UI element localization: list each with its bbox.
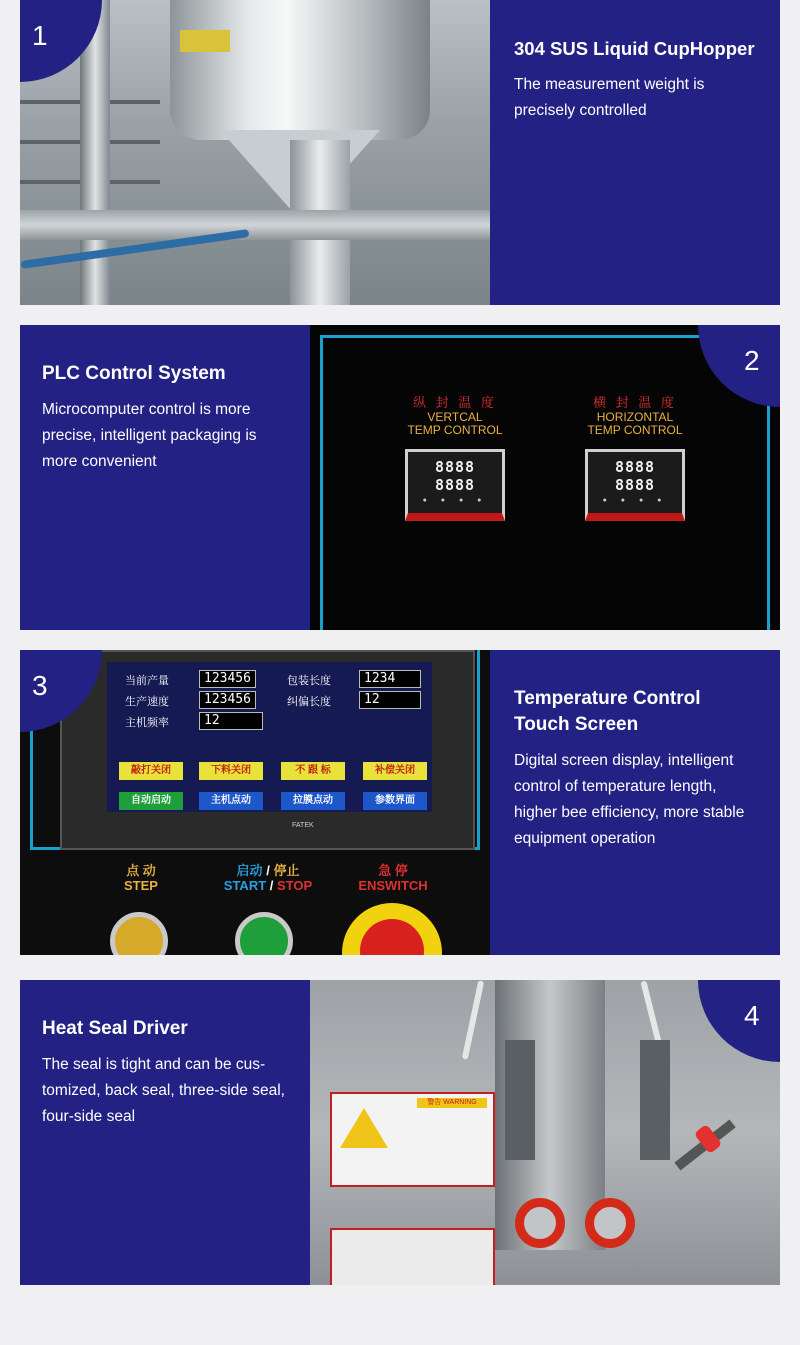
warning-sticker: 警告 WARNING xyxy=(330,1092,495,1187)
hopper-photo xyxy=(20,0,490,305)
section-title: PLC Control System xyxy=(42,363,226,384)
hmi-button: 补偿关闭 xyxy=(363,762,427,780)
section-number: 2 xyxy=(744,345,760,376)
section-2-plc xyxy=(20,325,780,630)
start-button xyxy=(235,912,293,955)
section-text xyxy=(20,325,310,630)
hmi-button: 自动启动 xyxy=(119,792,183,810)
section-1-hopper xyxy=(20,0,780,305)
section-description: Digital screen display, intelligent control of temperature length, higher bee efficiency, more stable equipment operation xyxy=(514,752,745,847)
seal-roller xyxy=(585,1198,635,1248)
vertical-temp-controller: 纵 封 温 度 VERTCAL TEMP CONTROL 8888 8888 ● ● ● ● xyxy=(380,395,530,521)
hmi-button: 敲打关闭 xyxy=(119,762,183,780)
start-stop-label: 启动 / 停止 START / STOP xyxy=(223,863,313,893)
emergency-stop-label: 急 停 ENSWITCH xyxy=(358,863,428,893)
hopper-tank xyxy=(170,0,430,140)
section-text xyxy=(490,0,780,305)
section-number: 1 xyxy=(32,20,48,51)
section-description: The measurement weight is precisely controlled xyxy=(514,76,705,119)
section-title: 304 SUS Liquid CupHopper xyxy=(514,38,755,59)
section-title: Heat Seal Driver xyxy=(42,1018,188,1039)
seal-roller xyxy=(515,1198,565,1248)
touch-screen-photo xyxy=(20,650,490,955)
temp-meter: 8888 8888 ● ● ● ● xyxy=(405,449,505,521)
section-text xyxy=(20,980,310,1285)
step-button xyxy=(110,912,168,955)
hmi-display: 当前产量 生产速度 主机频率 123456 123456 12 包装长度 纠偏长度 1234 12 敲打关闭 下料关闭 不 跟 标 补偿关闭 自动启动 主机点动 拉膜点动 参数界面 xyxy=(107,662,432,812)
hopper-label xyxy=(180,30,230,52)
section-number: 3 xyxy=(32,670,48,701)
hmi-button: 拉膜点动 xyxy=(281,792,345,810)
horizontal-temp-controller: 横 封 温 度 HORIZONTAL TEMP CONTROL 8888 8888 ● ● ● ● xyxy=(560,395,710,521)
step-control-label: 点 动 STEP xyxy=(124,863,158,893)
temp-control-photo xyxy=(310,325,780,630)
emergency-stop-button xyxy=(342,903,442,955)
section-description: Microcomputer control is more precise, intelligent packaging is more convenient xyxy=(42,401,257,470)
section-number: 4 xyxy=(744,1000,760,1031)
temp-meter: 8888 8888 ● ● ● ● xyxy=(585,449,685,521)
warning-icon xyxy=(340,1108,388,1148)
section-text xyxy=(490,650,780,955)
section-3-touch-screen xyxy=(20,650,780,955)
section-4-heat-seal xyxy=(20,980,780,1285)
section-description: The seal is tight and can be cus-tomized, back seal, three-side seal, four-side seal xyxy=(42,1056,285,1125)
hmi-button: 参数界面 xyxy=(363,792,427,810)
hmi-button: 不 跟 标 xyxy=(281,762,345,780)
section-title: Temperature Control Touch Screen xyxy=(514,688,701,735)
hmi-button: 下料关闭 xyxy=(199,762,263,780)
hmi-screen: 当前产量 生产速度 主机频率 123456 123456 12 包装长度 纠偏长度 1234 12 敲打关闭 下料关闭 不 跟 标 补偿关闭 自动启动 主机点动 拉膜点动 参数界面 FATEK xyxy=(60,650,475,850)
hmi-button: 主机点动 xyxy=(199,792,263,810)
heat-seal-photo xyxy=(310,980,780,1285)
